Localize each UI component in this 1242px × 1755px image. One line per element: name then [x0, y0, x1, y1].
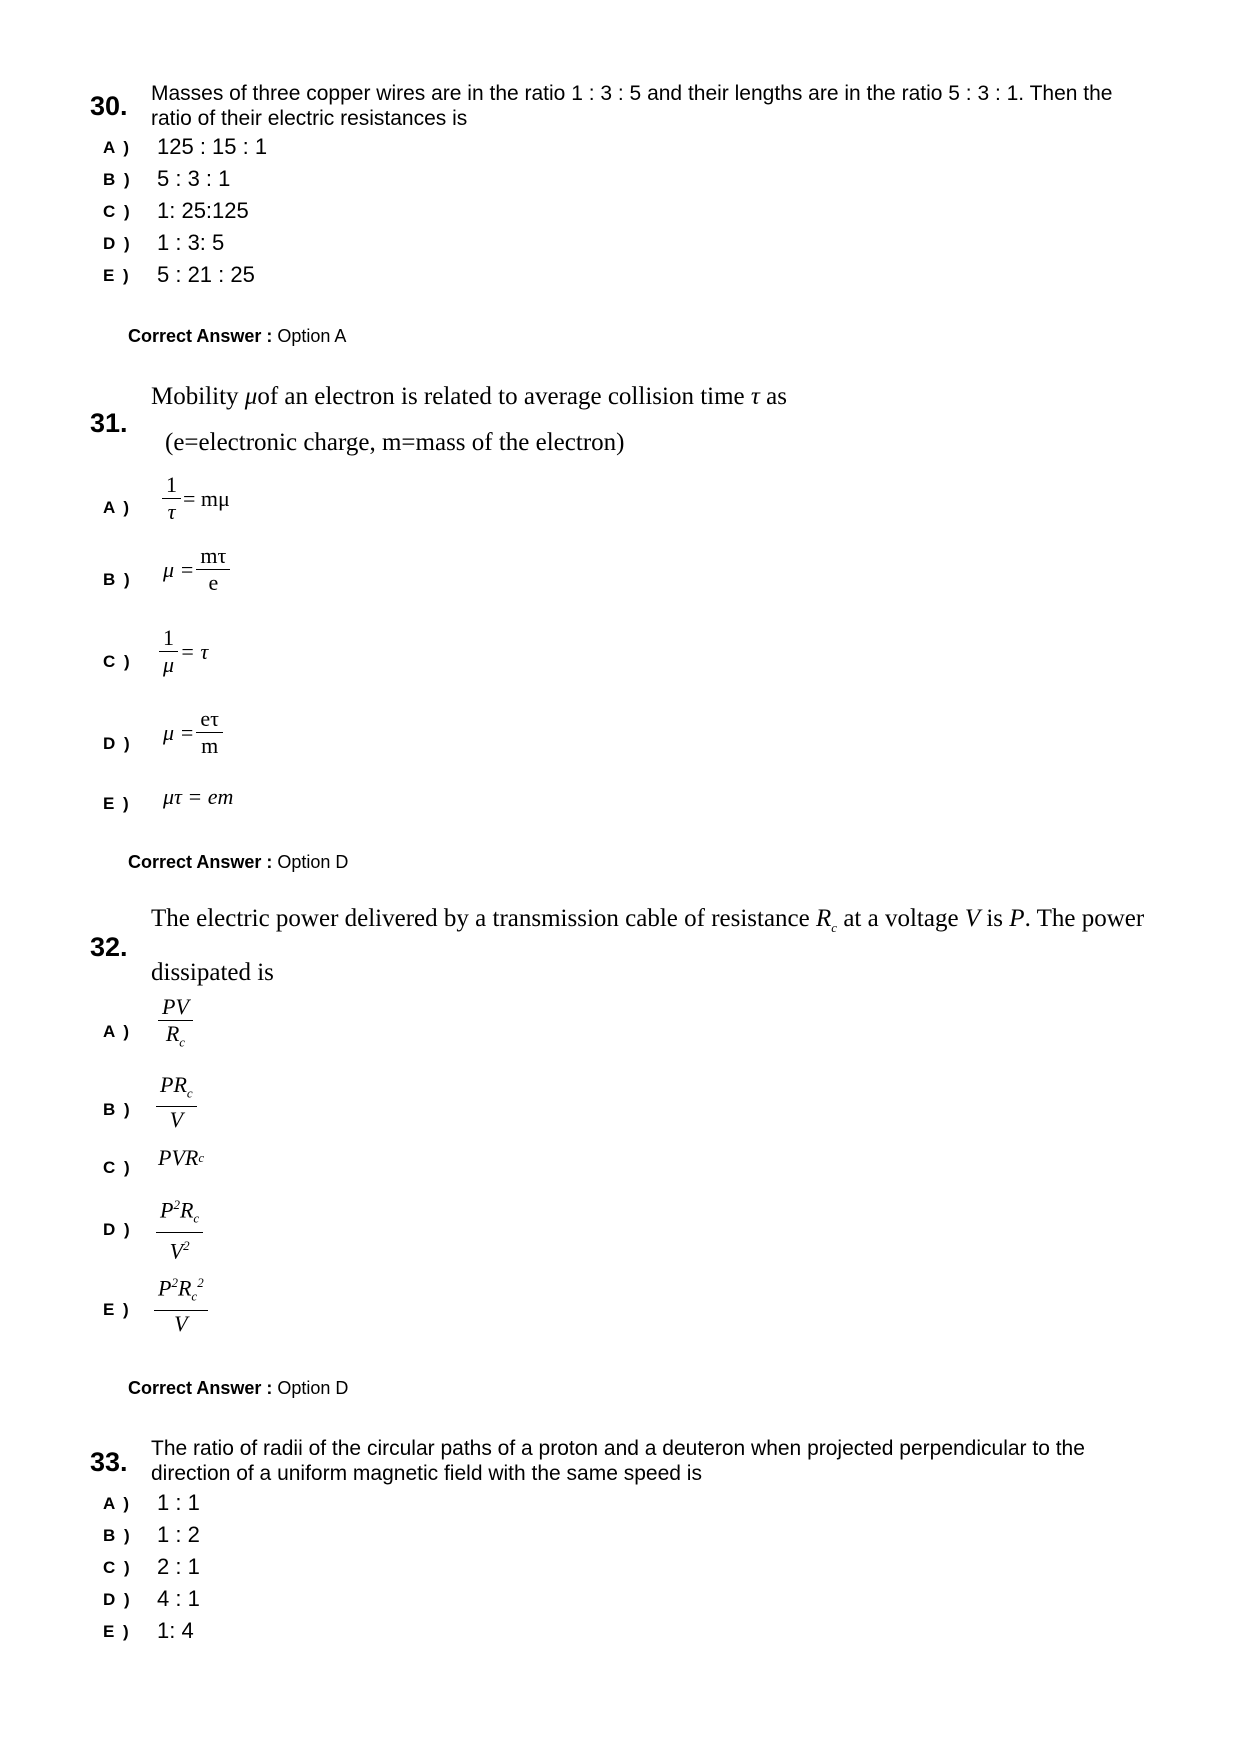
numerator: 1 — [163, 625, 175, 650]
correct-answer — [128, 852, 348, 873]
option-value: 1 : 1 — [157, 1490, 200, 1515]
option-label: C ) — [103, 202, 132, 221]
numerator: PV — [162, 994, 189, 1019]
text-part: is — [986, 905, 1004, 932]
denominator — [166, 1233, 194, 1264]
question-text — [151, 896, 1151, 995]
subscript: c — [831, 920, 838, 935]
rhs: = τ — [180, 638, 209, 664]
resistance-symbol — [816, 905, 838, 935]
tau-symbol: τ — [750, 383, 760, 410]
subscript: c — [186, 1085, 193, 1101]
option-label: E ) — [103, 1622, 131, 1641]
correct-answer-value: Option D — [277, 852, 349, 872]
correct-answer-label: Correct Answer : — [128, 326, 273, 346]
option-label: B ) — [103, 1526, 132, 1545]
p-symbol: P — [158, 1275, 172, 1301]
superscript: 2 — [197, 1275, 204, 1290]
r-symbol: R — [816, 905, 832, 932]
subscript: c — [179, 1034, 186, 1050]
correct-answer — [128, 326, 346, 347]
option-label: D ) — [103, 1590, 132, 1609]
option-value: 4 : 1 — [157, 1586, 200, 1611]
pr-symbol: PR — [160, 1072, 187, 1097]
option-value: 5 : 3 : 1 — [157, 166, 231, 191]
correct-answer-label: Correct Answer : — [128, 1378, 273, 1398]
superscript: 2 — [171, 1275, 178, 1290]
option-label: A ) — [103, 1494, 132, 1513]
option-a-formula — [158, 994, 193, 1055]
lhs: μ = — [163, 719, 195, 745]
question-text: Masses of three copper wires are in the ratio 1 : 3 : 5 and their lengths are in the ratio 5 : 3 : 1. Then the ratio of their electric resistances is — [151, 82, 1113, 130]
question-number: 32. — [90, 932, 128, 962]
option-a-formula — [160, 472, 230, 525]
option-c-formula — [157, 625, 208, 678]
option-value: 1 : 3: 5 — [157, 230, 225, 255]
rhs: = mμ — [183, 485, 230, 511]
text-part: . The power dissipated is — [151, 905, 1145, 986]
option-value: 1: 25:125 — [157, 198, 249, 223]
option-label: C ) — [103, 652, 132, 671]
question-number: 30. — [90, 91, 128, 121]
text-part: Mobility — [151, 383, 239, 410]
option-c-formula — [158, 1145, 204, 1171]
correct-answer-value: Option A — [277, 326, 347, 346]
option-label: D ) — [103, 1220, 132, 1239]
superscript: 2 — [183, 1237, 190, 1253]
numerator: mτ — [200, 543, 227, 568]
numerator — [156, 1072, 197, 1106]
option-b-formula — [156, 1072, 197, 1133]
denominator: τ — [167, 499, 176, 524]
r-symbol: R — [179, 1197, 194, 1223]
option-label: E ) — [103, 1300, 131, 1319]
r-symbol: R — [177, 1275, 192, 1301]
option-d-formula — [163, 706, 225, 759]
option-label: B ) — [103, 170, 132, 189]
question-number: 33. — [90, 1447, 128, 1477]
option-value: 2 : 1 — [157, 1554, 200, 1579]
question-text — [151, 374, 1151, 466]
option-d-formula — [156, 1192, 203, 1264]
lhs: μ = — [163, 556, 195, 582]
option-label: E ) — [103, 266, 131, 285]
option-label: A ) — [103, 1022, 132, 1041]
p-symbol: P — [160, 1197, 174, 1223]
fraction — [196, 543, 230, 596]
correct-answer-label: Correct Answer : — [128, 852, 273, 872]
denominator: μ — [163, 652, 175, 677]
text-part: at a voltage — [843, 905, 959, 932]
denominator — [162, 1021, 189, 1055]
text-part: as — [766, 383, 787, 410]
option-label: B ) — [103, 1100, 132, 1119]
numerator: eτ — [200, 706, 219, 731]
option-label: B ) — [103, 570, 132, 589]
superscript: 2 — [173, 1197, 180, 1212]
correct-answer-value: Option D — [277, 1378, 349, 1398]
option-value: 5 : 21 : 25 — [157, 262, 255, 287]
text-part: (e=electronic charge, m=mass of the electron) — [165, 429, 625, 456]
denominator: V — [169, 1107, 184, 1133]
question-number: 31. — [90, 408, 128, 438]
option-label: A ) — [103, 498, 132, 517]
r-symbol: R — [165, 1021, 180, 1046]
option-b-formula — [163, 543, 232, 596]
option-value: 1 : 2 — [157, 1522, 200, 1547]
text-part: The electric power delivered by a transmission cable of resistance — [151, 905, 810, 932]
option-value: 125 : 15 : 1 — [157, 134, 268, 159]
option-label: E ) — [103, 794, 131, 813]
text-part: of an electron is related to average collision time — [257, 383, 745, 410]
question-text: The ratio of radii of the circular paths of a proton and a deuteron when projected perpendicular to the direction of a uniform magnetic field with the same speed is — [151, 1437, 1085, 1485]
numerator — [156, 1192, 203, 1232]
formula-text: μτ = em — [163, 784, 234, 809]
mu-symbol: μ — [244, 383, 258, 410]
fraction — [196, 706, 223, 759]
numerator: 1 — [166, 472, 177, 497]
denominator: e — [208, 570, 219, 595]
denominator: V — [174, 1310, 188, 1336]
correct-answer — [128, 1378, 348, 1399]
option-label: C ) — [103, 1158, 132, 1177]
numerator — [154, 1270, 208, 1310]
subscript: c — [191, 1288, 198, 1304]
v-symbol: V — [169, 1238, 184, 1264]
p-symbol: P — [1009, 905, 1025, 932]
option-label: C ) — [103, 1558, 132, 1577]
option-e-formula — [163, 784, 233, 810]
subscript: c — [198, 1150, 205, 1165]
option-value: 1: 4 — [157, 1618, 194, 1643]
subscript: c — [193, 1210, 200, 1226]
fraction — [159, 625, 178, 678]
option-label: D ) — [103, 734, 132, 753]
pvr-symbol: PVR — [158, 1145, 199, 1170]
option-label: A ) — [103, 138, 132, 157]
fraction — [162, 472, 181, 525]
option-label: D ) — [103, 234, 132, 253]
denominator: m — [201, 733, 219, 758]
option-e-formula — [154, 1270, 208, 1337]
v-symbol: V — [964, 905, 981, 932]
